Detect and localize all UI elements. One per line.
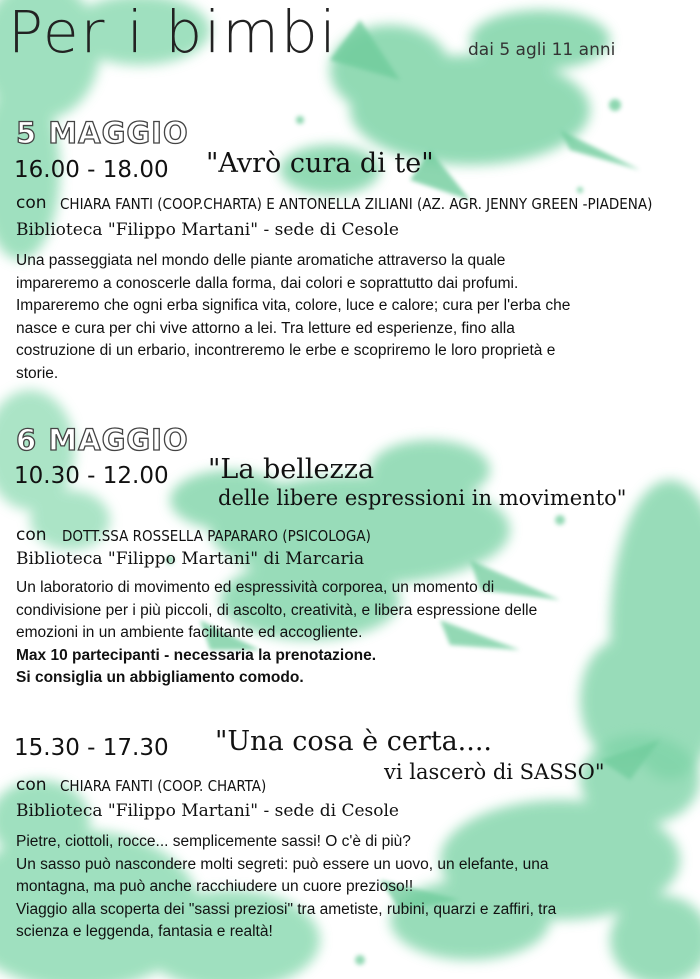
con-label: con [16, 775, 47, 795]
description-line: emozioni in un ambiente facilitante ed accogliente. [16, 624, 363, 641]
event-description [16, 250, 696, 385]
description-line: Pietre, ciottoli, rocce... semplicemente sassi! O c'è di più? [16, 833, 411, 850]
description-line: Una passeggiata nel mondo delle piante aromatiche attraverso la quale [16, 252, 506, 269]
description-line: storie. [16, 364, 59, 382]
event-time: 15.30 - 17.30 [14, 735, 169, 761]
event-title-line2: delle libere espressioni in movimento" [218, 486, 627, 510]
event-note: Max 10 partecipanti - necessaria la prenotazione. [16, 646, 377, 664]
event-speakers: CHIARA FANTI (COOP. CHARTA) [60, 777, 267, 795]
description-line: scienza e leggenda, fantasia e realtà! [16, 923, 273, 940]
age-range: dai 5 agli 11 anni [468, 40, 616, 60]
description-line: impareremo a conoscerle dalla forma, dai colori e soprattutto dai profumi. [16, 274, 519, 292]
event-note: Si consiglia un abbigliamento comodo. [16, 669, 304, 686]
event-time: 10.30 - 12.00 [14, 463, 169, 489]
event-speakers: DOTT.SSA ROSSELLA PAPARARO (PSICOLOGA) [62, 527, 371, 545]
description-line: costruzione di un erbario, incontreremo le erbe e scopriremo le loro proprietà e [16, 342, 556, 359]
event-description [16, 831, 696, 944]
description-line: Un sasso può nascondere molti segreti: può essere un uovo, un elefante, una [16, 855, 549, 873]
event-title: "Una cosa è certa.... [215, 726, 493, 757]
con-label: con [16, 193, 47, 213]
event-venue: Biblioteca "Filippo Martani" - sede di Cesole [16, 220, 399, 240]
event-title-line2: vi lascerò di SASSO" [384, 760, 605, 784]
event-venue: Biblioteca "Filippo Martani" - sede di Cesole [16, 801, 399, 821]
description-line: nasce e cura per chi vive attorno a lei. Tra letture ed esperienze, fino alla [16, 319, 515, 337]
description-line: montagna, ma può anche racchiudere un cuore prezioso!! [16, 878, 414, 895]
event-venue: Biblioteca "Filippo Martani" di Marcaria [16, 549, 365, 569]
description-line: Impareremo che ogni erba significa vita, colore, luce e calore; cura per l'erba che [16, 297, 571, 314]
event-title: "La bellezza [208, 454, 375, 485]
event-description [16, 577, 696, 690]
con-label: con [16, 525, 47, 545]
event-title: "Avrò cura di te" [206, 148, 434, 179]
page-title: Per i bimbi [8, 0, 338, 66]
description-line: Viaggio alla scoperta dei "sassi preziosi" tra ametiste, rubini, quarzi e zaffiri, tra [16, 900, 557, 918]
event-date: 6 MAGGIO [16, 423, 189, 457]
event-date: 5 MAGGIO [16, 116, 189, 150]
description-line: Un laboratorio di movimento ed espressività corporea, un momento di [16, 579, 495, 596]
event-time: 16.00 - 18.00 [14, 157, 169, 183]
description-line: condivisione per i più piccoli, di ascolto, creatività, e libera espressione delle [16, 601, 538, 619]
event-speakers: CHIARA FANTI (COOP.CHARTA) E ANTONELLA ZILIANI (AZ. AGR. JENNY GREEN -PIADENA) [60, 195, 653, 213]
